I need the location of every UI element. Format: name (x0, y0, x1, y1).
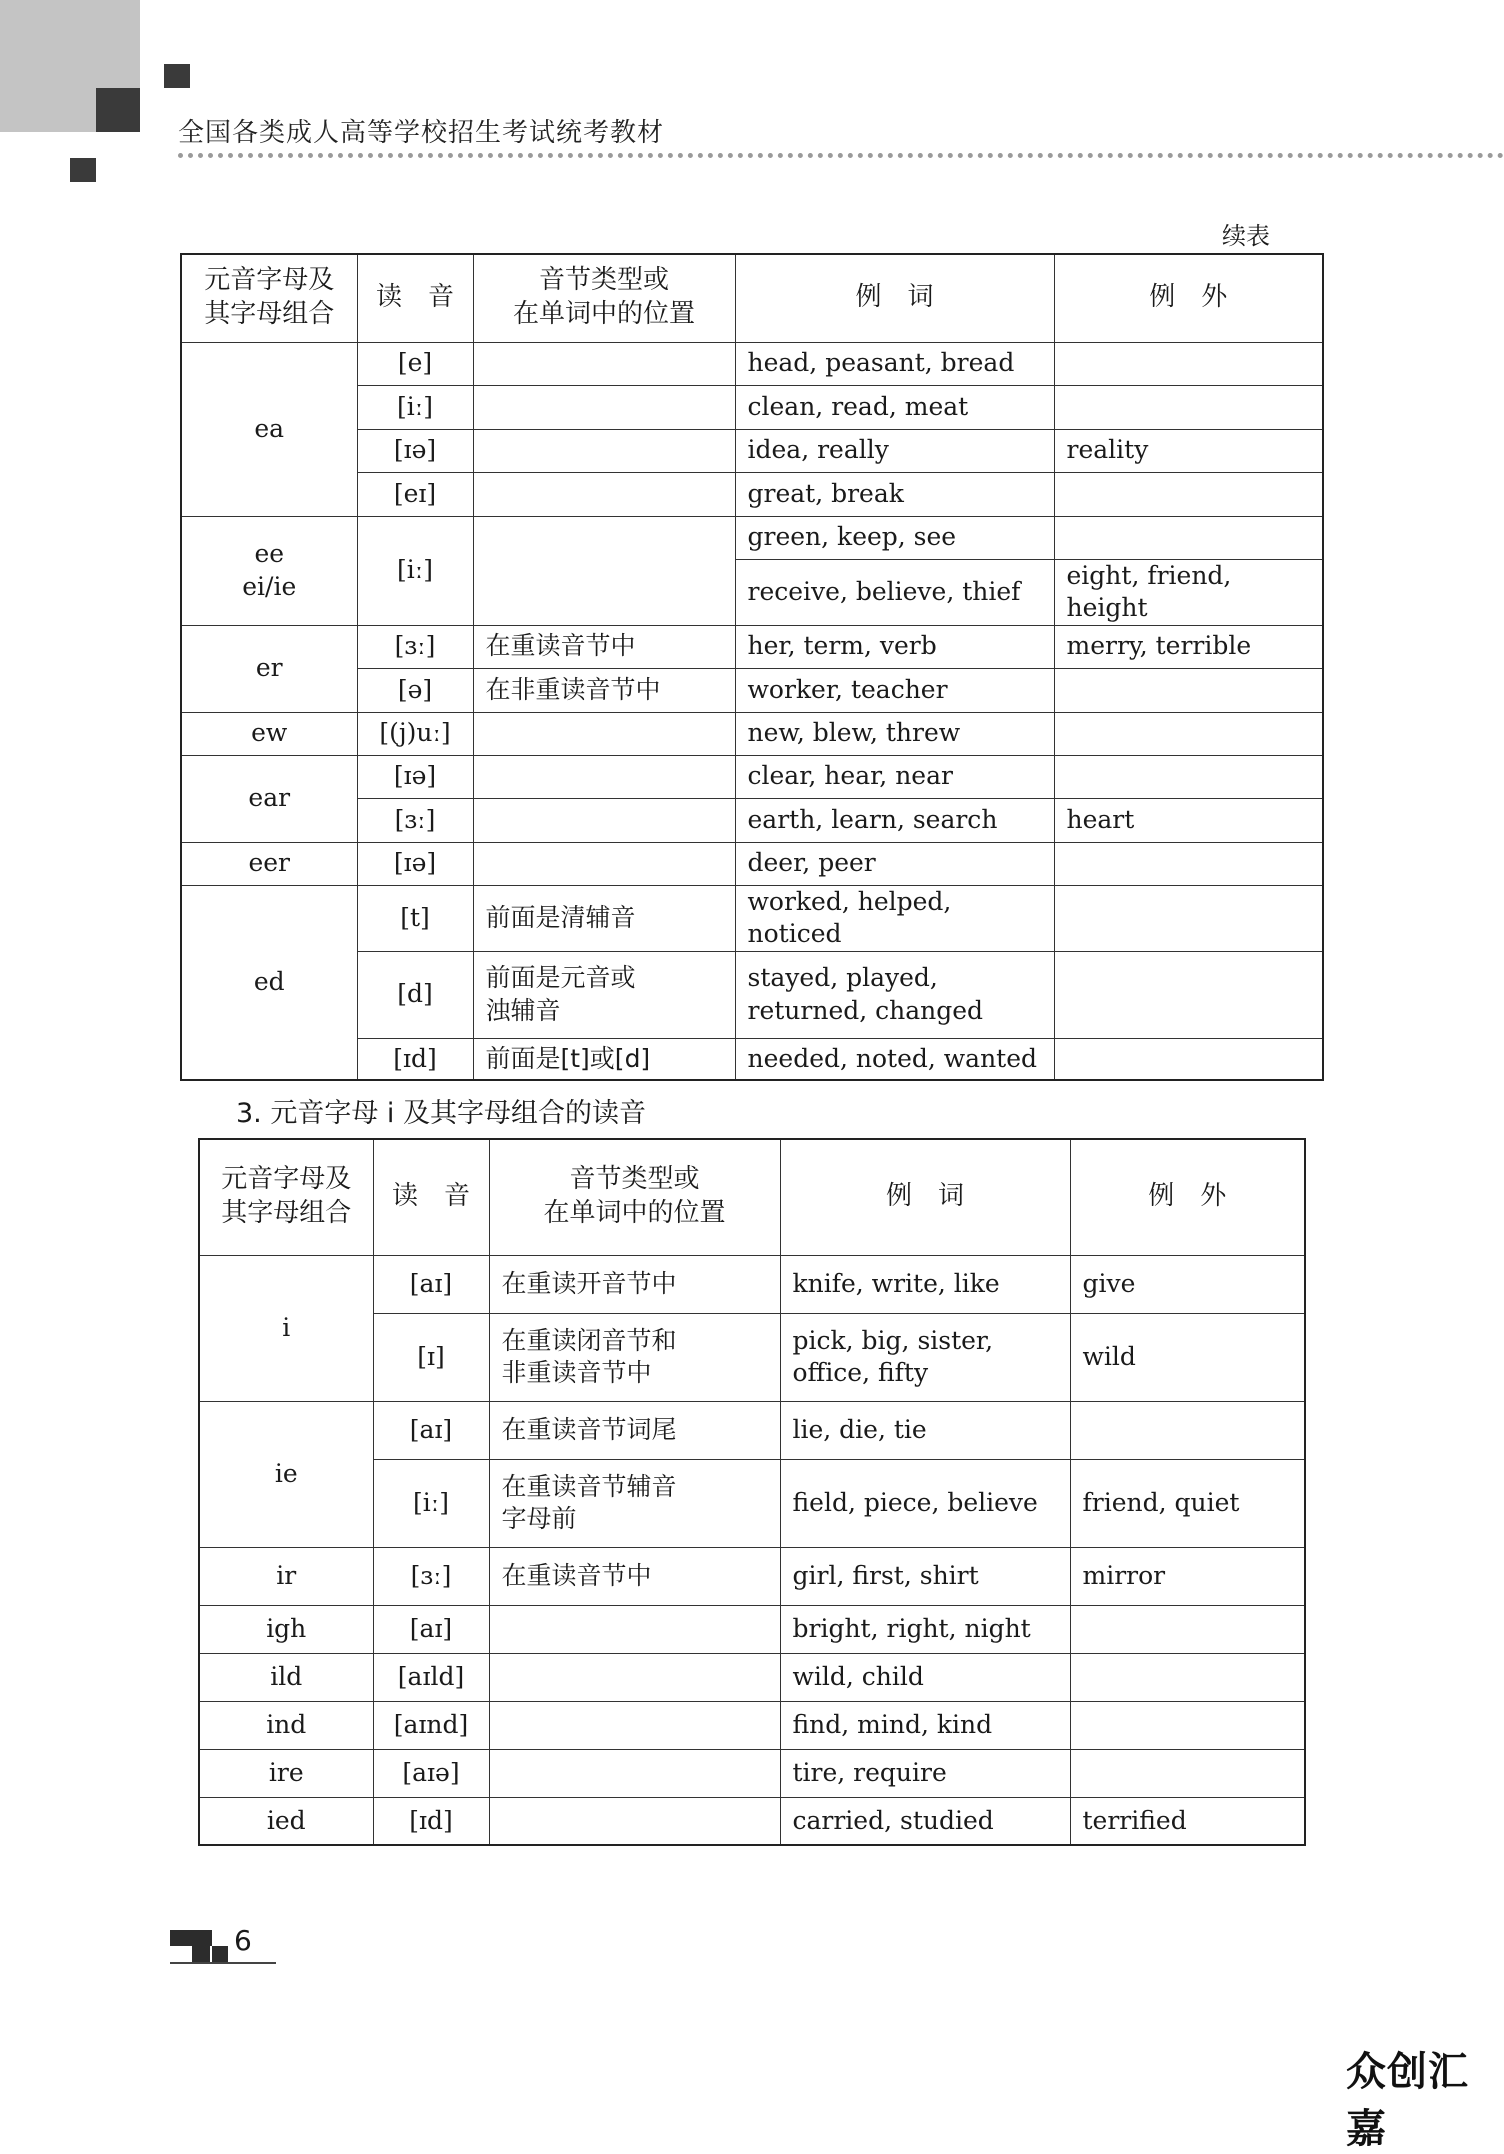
syllable-position-cell (473, 712, 735, 755)
table-row (199, 1797, 1305, 1845)
example-words-cell: head, peasant, bread (735, 342, 1054, 385)
pronunciation-cell: [aɪə] (373, 1749, 489, 1797)
syllable-position-cell: 前面是清辅音 (473, 885, 735, 951)
header-dotted-line (178, 153, 1504, 158)
exceptions-cell: terrified (1070, 1797, 1305, 1845)
table-row (181, 342, 1323, 385)
table-row (181, 755, 1323, 798)
syllable-position-cell (473, 472, 735, 516)
pronunciation-cell: [aɪld] (373, 1653, 489, 1701)
syllable-position-cell (473, 755, 735, 798)
syllable-position-cell: 在重读音节中 (473, 625, 735, 668)
syllable-position-cell (489, 1701, 780, 1749)
exceptions-cell (1054, 885, 1323, 951)
example-words-cell: find, mind, kind (780, 1701, 1070, 1749)
pronunciation-cell: [ɪə] (357, 842, 473, 885)
syllable-position-cell: 在重读开音节中 (489, 1255, 780, 1313)
letter-combination-cell: ire (199, 1749, 373, 1797)
syllable-position-cell: 前面是元音或 浊辅音 (473, 951, 735, 1038)
letter-combination-cell: ind (199, 1701, 373, 1749)
exceptions-cell: merry, terrible (1054, 625, 1323, 668)
table-row (181, 516, 1323, 559)
syllable-position-cell (489, 1797, 780, 1845)
pronunciation-cell: [iː] (357, 516, 473, 625)
letter-combination-cell: ew (181, 712, 357, 755)
exceptions-cell (1054, 385, 1323, 429)
syllable-position-cell: 在重读音节词尾 (489, 1401, 780, 1459)
example-words-cell: clear, hear, near (735, 755, 1054, 798)
letter-combination-cell: ear (181, 755, 357, 842)
example-words-cell: earth, learn, search (735, 798, 1054, 842)
letter-combination-cell: er (181, 625, 357, 712)
exceptions-cell: wild (1070, 1313, 1305, 1401)
syllable-position-cell (473, 385, 735, 429)
syllable-position-cell (473, 342, 735, 385)
table-row (181, 842, 1323, 885)
example-words-cell: tire, require (780, 1749, 1070, 1797)
pronunciation-cell: [ɜː] (357, 798, 473, 842)
header-square (96, 88, 140, 132)
pronunciation-cell: [aɪnd] (373, 1701, 489, 1749)
pronunciation-cell: [ɜː] (373, 1547, 489, 1605)
exceptions-cell: heart (1054, 798, 1323, 842)
pronunciation-cell: [aɪ] (373, 1401, 489, 1459)
syllable-position-cell (473, 516, 735, 625)
syllable-position-cell (473, 798, 735, 842)
table-row (199, 1749, 1305, 1797)
letter-combination-cell: ed (181, 885, 357, 1080)
syllable-position-cell (489, 1653, 780, 1701)
exceptions-cell (1054, 342, 1323, 385)
table-row (181, 625, 1323, 668)
letter-combination-cell: ie (199, 1401, 373, 1547)
example-words-cell: stayed, played, returned, changed (735, 951, 1054, 1038)
exceptions-cell: eight, friend, height (1054, 559, 1323, 625)
exceptions-cell (1054, 1038, 1323, 1080)
example-words-cell: lie, die, tie (780, 1401, 1070, 1459)
syllable-position-cell (489, 1749, 780, 1797)
letter-combination-cell: ee ei/ie (181, 516, 357, 625)
example-words-cell: new, blew, threw (735, 712, 1054, 755)
pronunciation-cell: [ɪə] (357, 429, 473, 472)
pronunciation-cell: [d] (357, 951, 473, 1038)
pronunciation-cell: [(j)uː] (357, 712, 473, 755)
column-header: 元音字母及 其字母组合 (181, 254, 357, 342)
example-words-cell: pick, big, sister, office, fifty (780, 1313, 1070, 1401)
table-row (199, 1255, 1305, 1313)
syllable-position-cell: 在重读音节辅音 字母前 (489, 1459, 780, 1547)
syllable-position-cell: 在重读音节中 (489, 1547, 780, 1605)
example-words-cell: worked, helped, noticed (735, 885, 1054, 951)
page-number: 6 (234, 1924, 252, 1957)
table-row (199, 1605, 1305, 1653)
exceptions-cell (1070, 1653, 1305, 1701)
example-words-cell: carried, studied (780, 1797, 1070, 1845)
syllable-position-cell (473, 429, 735, 472)
footer-square (170, 1930, 192, 1946)
exceptions-cell: reality (1054, 429, 1323, 472)
pronunciation-cell: [ɪ] (373, 1313, 489, 1401)
column-header: 例 外 (1070, 1139, 1305, 1255)
column-header: 音节类型或 在单词中的位置 (473, 254, 735, 342)
letter-combination-cell: ir (199, 1547, 373, 1605)
header-square (70, 158, 96, 182)
syllable-position-cell (489, 1605, 780, 1653)
table-row (181, 885, 1323, 951)
example-words-cell: wild, child (780, 1653, 1070, 1701)
exceptions-cell: give (1070, 1255, 1305, 1313)
syllable-position-cell: 在重读闭音节和 非重读音节中 (489, 1313, 780, 1401)
header-title: 全国各类成人高等学校招生考试统考教材 (178, 118, 665, 148)
example-words-cell: knife, write, like (780, 1255, 1070, 1313)
pronunciation-cell: [t] (357, 885, 473, 951)
table-row (199, 1653, 1305, 1701)
exceptions-cell (1054, 755, 1323, 798)
table-row (181, 712, 1323, 755)
pronunciation-cell: [eɪ] (357, 472, 473, 516)
pronunciation-cell: [iː] (357, 385, 473, 429)
letter-combination-cell: ea (181, 342, 357, 516)
example-words-cell: idea, really (735, 429, 1054, 472)
vowel-e-table (180, 253, 1324, 1081)
watermark: 众创汇嘉 (1346, 2049, 1469, 2152)
header-square (164, 64, 190, 88)
example-words-cell: deer, peer (735, 842, 1054, 885)
syllable-position-cell (473, 842, 735, 885)
pronunciation-cell: [ɪd] (357, 1038, 473, 1080)
example-words-cell: worker, teacher (735, 668, 1054, 712)
pronunciation-cell: [ɪd] (373, 1797, 489, 1845)
example-words-cell: her, term, verb (735, 625, 1054, 668)
syllable-position-cell: 在非重读音节中 (473, 668, 735, 712)
column-header: 例 词 (735, 254, 1054, 342)
syllable-position-cell: 前面是[t]或[d] (473, 1038, 735, 1080)
pronunciation-cell: [e] (357, 342, 473, 385)
example-words-cell: field, piece, believe (780, 1459, 1070, 1547)
exceptions-cell (1054, 516, 1323, 559)
exceptions-cell (1070, 1401, 1305, 1459)
exceptions-cell (1054, 712, 1323, 755)
example-words-cell: girl, first, shirt (780, 1547, 1070, 1605)
example-words-cell: clean, read, meat (735, 385, 1054, 429)
letter-combination-cell: ild (199, 1653, 373, 1701)
example-words-cell: needed, noted, wanted (735, 1038, 1054, 1080)
letter-combination-cell: i (199, 1255, 373, 1401)
pronunciation-cell: [aɪ] (373, 1605, 489, 1653)
footer-line (170, 1962, 276, 1964)
column-header: 读 音 (357, 254, 473, 342)
column-header: 音节类型或 在单词中的位置 (489, 1139, 780, 1255)
letter-combination-cell: ied (199, 1797, 373, 1845)
pronunciation-cell: [ə] (357, 668, 473, 712)
pronunciation-cell: [ɜː] (357, 625, 473, 668)
example-words-cell: bright, right, night (780, 1605, 1070, 1653)
table-row (199, 1701, 1305, 1749)
exceptions-cell (1070, 1605, 1305, 1653)
letter-combination-cell: igh (199, 1605, 373, 1653)
example-words-cell: great, break (735, 472, 1054, 516)
exceptions-cell: mirror (1070, 1547, 1305, 1605)
continuation-label: 续表 (1222, 222, 1270, 250)
exceptions-cell (1054, 668, 1323, 712)
vowel-i-table (198, 1138, 1306, 1846)
example-words-cell: green, keep, see (735, 516, 1054, 559)
letter-combination-cell: eer (181, 842, 357, 885)
pronunciation-cell: [iː] (373, 1459, 489, 1547)
column-header: 例 词 (780, 1139, 1070, 1255)
exceptions-cell (1070, 1701, 1305, 1749)
example-words-cell: receive, believe, thief (735, 559, 1054, 625)
column-header: 例 外 (1054, 254, 1323, 342)
section-title: 3. 元音字母 i 及其字母组合的读音 (236, 1098, 647, 1129)
column-header: 读 音 (373, 1139, 489, 1255)
footer-square (192, 1930, 212, 1946)
pronunciation-cell: [aɪ] (373, 1255, 489, 1313)
column-header: 元音字母及 其字母组合 (199, 1139, 373, 1255)
footer-square (192, 1946, 210, 1962)
pronunciation-cell: [ɪə] (357, 755, 473, 798)
exceptions-cell (1070, 1749, 1305, 1797)
table-row (199, 1547, 1305, 1605)
footer-square (212, 1946, 228, 1962)
table-row (199, 1401, 1305, 1459)
exceptions-cell (1054, 842, 1323, 885)
exceptions-cell (1054, 472, 1323, 516)
exceptions-cell: friend, quiet (1070, 1459, 1305, 1547)
exceptions-cell (1054, 951, 1323, 1038)
